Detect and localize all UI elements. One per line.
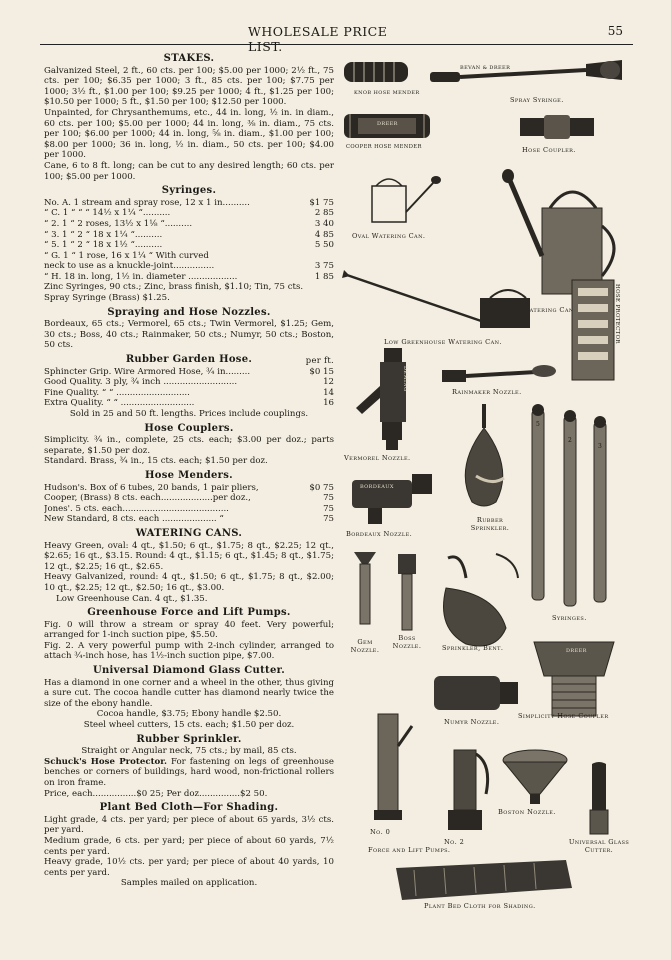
cutter-heading: Universal Diamond Glass Cutter.: [92, 665, 286, 677]
mender-row: [44, 483, 334, 494]
caption-hose-protector: HOSE PROTECTOR: [614, 284, 620, 344]
caption-rainmaker: Rainmaker Nozzle.: [452, 388, 522, 396]
hose-price-table: [44, 367, 334, 409]
hose-coupler-illustration: [518, 112, 598, 142]
syringe-price: 1 85: [314, 271, 334, 282]
hose-price: 14: [323, 387, 334, 398]
caption-pump-no0: No. 0: [370, 828, 391, 836]
nozzles-heading: Spraying and Hose Nozzles.: [107, 306, 271, 318]
vermorel-nozzle-illustration: [352, 346, 422, 452]
rainmaker-nozzle-illustration: [440, 360, 560, 390]
caption-plant-bed-cloth: Plant Bed Cloth for Shading.: [424, 902, 536, 910]
zinc-syringes: Zinc Syringes, 90 cts.; Zinc, brass finish, $1.10; Tin, 75 cts.: [44, 282, 304, 293]
pumps-fig0: Fig. 0 will throw a stream or spray 40 feet. Very powerful; arranged for 1-inch suction pipe, $5.50.: [44, 619, 334, 641]
simplicity-stamp: DREER: [566, 648, 587, 654]
syringe-description: No. A. 1 stream and spray rose, 12 x 1 in..........: [44, 197, 250, 208]
caption-glass-cutter: Universal Glass Cutter.: [568, 838, 630, 854]
numyr-nozzle-illustration: [432, 668, 522, 718]
mender-price-table: [44, 483, 334, 525]
syringe-row: [44, 219, 334, 230]
syringe-number-2: 2: [568, 437, 573, 444]
cloth-heading: Plant Bed Cloth—For Shading.: [99, 802, 279, 814]
hose-unit: per ft.: [305, 355, 334, 366]
caption-knob-mender: KNOB HOSE MENDER: [354, 90, 420, 96]
syringe-description: “ 3. 1 “ 2 “ 18 x 1¼ “..........: [44, 229, 163, 240]
caption-boston: Boston Nozzle.: [498, 808, 556, 816]
syringe-description: “ H. 18 in. long, 1½ in. diameter ..................: [44, 271, 238, 282]
mender-price: 75: [323, 503, 334, 514]
caption-low-can: Low Greenhouse Watering Can.: [384, 338, 502, 346]
coupler-simplicity: Simplicity. ¾ in., complete, 25 cts. each; $3.00 per doz.; parts separate, $1.50 per doz.: [44, 435, 334, 456]
header-rule: [40, 44, 633, 45]
syringe-description: “ 5. 1 “ 2 “ 18 x 1½ “..........: [44, 240, 163, 251]
cans-heading: WATERING CANS.: [135, 527, 243, 539]
syringe-row: [44, 198, 334, 209]
oval-watering-can-illustration: [364, 172, 444, 228]
sprinkler-bent-illustration: [436, 548, 526, 648]
syringes-illustration: [526, 402, 616, 612]
syringe-row: [44, 272, 334, 283]
hose-description: Sphincter Grip. Wire Armored Hose, ¾ in.........: [44, 366, 251, 377]
spray-maker-stamp: BEVAN & DREER: [460, 65, 511, 71]
protector-text: For fastening on legs of greenhouse benches or corners of buildings, hard wood, non-frictional rollers on iron frame.: [44, 756, 334, 788]
protector-title: Schuck's Hose Protector.: [44, 756, 168, 767]
caption-spray-syringe: Spray Syringe.: [510, 96, 564, 104]
hose-title: Rubber Garden Hose.: [125, 354, 253, 366]
caption-sprinkler-bent: Sprinkler, Bent.: [442, 644, 504, 652]
caption-bordeaux: Bordeaux Nozzle.: [346, 530, 413, 538]
stakes-unpainted: Unpainted, for Chrysanthemums, etc., 44 in. long, ½ in. in diam., 60 cts. per 100; $5.00 per 1000; 44 in. long, ⅜ in. diam., 75 cts. per 100; $6.00 per 1000; 44 in. long, ⅝ in. diam., $1.00 per 100; $8.00 per 1000; 36 in. long, ½ in. diam., 50 cts. per 100; $4.00 per 1000.: [44, 107, 334, 161]
sprinkler-heading: Rubber Sprinkler.: [136, 733, 242, 745]
syringe-price: 4 85: [314, 229, 334, 240]
syringe-row: [44, 240, 334, 251]
gem-nozzle-illustration: [352, 548, 378, 628]
spray-syringe-price: Spray Syringe (Brass) $1.25.: [44, 293, 170, 304]
syringe-row: [44, 230, 334, 241]
cutter-prices-2: Steel wheel cutters, 15 cts. each; $1.50 per doz.: [83, 720, 295, 731]
hose-description: Fine Quality. “ “ ...........................: [44, 387, 190, 398]
hose-price: 16: [323, 398, 334, 409]
hose-price: 12: [323, 377, 334, 388]
spray-syringe-illustration: [426, 58, 626, 94]
boston-nozzle-illustration: [500, 748, 570, 808]
hose-row: [44, 398, 334, 409]
mender-description: New Standard, 8 cts. each .................... “: [44, 514, 224, 525]
pumps-fig2: Fig. 2. A very powerful pump with 2-inch cylinder, arranged to attach ¾-inch hose, has 1½-inch suction pipe, $7.00.: [44, 640, 334, 662]
stakes-galvanized: Galvanized Steel, 2 ft., 60 cts. per 100; $5.00 per 1000; 2½ ft., 75 cts. per 100; $6.35 per 1000; 3 ft., 85 cts. per 100; $7.75 per 1000; 3½ ft., $1.00 per 100; $9.25 per 1000; 4 ft., $1.25 per 100; $10.50 per 1000; 5 ft., $1.50 per 100; $12.50 per 1000.: [44, 65, 334, 108]
hose-description: Good Quality. 3 ply, ¾ inch ...........................: [44, 377, 238, 388]
cutter-text: Has a diamond in one corner and a wheel in the other, thus giving a sure cut. The cocoa handle cutter has diamond nearly twice the size of the ebony handle.: [44, 677, 334, 709]
syringe-row: [44, 208, 334, 219]
cloth-light: Light grade, 4 cts. per yard; per piece of about 65 yards, 3½ cts. per yard.: [44, 814, 334, 836]
mender-price: 75: [323, 493, 334, 504]
pump-no2-illustration: [434, 734, 494, 834]
caption-syringes: Syringes.: [552, 614, 587, 622]
caption-simplicity: Simplicity Hose Coupler: [518, 712, 609, 720]
sprinkler-text: Straight or Angular neck, 75 cts.; by mail, 85 cts.: [81, 746, 297, 757]
mender-price: 75: [323, 514, 334, 525]
hose-row: [44, 367, 334, 378]
caption-pump-no2: No. 2: [444, 838, 465, 846]
caption-cooper-mender: COOPER HOSE MENDER: [346, 144, 422, 150]
knob-hose-mender-illustration: [342, 56, 412, 88]
syringe-row: [44, 251, 334, 262]
bordeaux-stamp: BORDEAUX: [360, 484, 394, 490]
caption-boss: Boss Nozzle.: [392, 634, 422, 650]
stakes-heading: STAKES.: [163, 53, 215, 64]
syringe-price-table: [44, 198, 334, 283]
cutter-prices-1: Cocoa handle, $3.75; Ebony handle $2.50.: [96, 709, 282, 720]
mender-description: Jones'. 5 cts. each.......................................: [44, 503, 229, 514]
hose-heading: [44, 355, 334, 366]
cans-heavy-green: Heavy Green, oval: 4 qt., $1.50; 6 qt., $1.75; 8 qt., $2.25; 12 qt., $2.65; 16 qt., $3.15. Round: 4 qt., $1.15; 6 qt., $1.45; 8 qt., $1.75; 12 qt., $2.25; 16 qt., $2.65.: [44, 540, 334, 572]
boss-nozzle-illustration: [392, 552, 422, 632]
caption-pumps: Force and Lift Pumps.: [368, 846, 451, 854]
syringe-price: 3 40: [314, 218, 334, 229]
caption-vermorel: Vermorel Nozzle.: [344, 454, 411, 462]
pumps-heading: Greenhouse Force and Lift Pumps.: [87, 607, 291, 619]
simplicity-coupler-illustration: [524, 622, 624, 742]
syringe-description: “ 2. 1 “ 2 roses, 13½ x 1⅛ “..........: [44, 218, 193, 229]
syringe-price: 3 75: [314, 261, 334, 272]
stakes-cane: Cane, 6 to 8 ft. long; can be cut to any desired length; 60 cts. per 100; $5.00 per 1000.: [44, 160, 334, 182]
mender-description: Cooper, (Brass) 8 cts. each...................per doz.,: [44, 493, 251, 504]
caption-gem: Gem Nozzle.: [350, 638, 380, 654]
pump-no0-illustration: [364, 706, 414, 826]
cans-heavy-galv: Heavy Galvanized, round: 4 qt., $1.50; 6 qt., $1.75; 8 qt., $2.00; 10 qt., $2.25; 12 qt., $2.50; 16 qt., $3.00.: [44, 572, 334, 593]
menders-heading: Hose Menders.: [145, 469, 233, 481]
cooper-stamp: DREER: [377, 121, 398, 127]
syringes-heading: Syringes.: [161, 185, 217, 197]
deming-stamp: DEMING: [402, 366, 408, 392]
syringe-row: [44, 261, 334, 272]
rubber-sprinkler-illustration: [452, 402, 516, 512]
coupler-standard: Standard. Brass, ¾ in., 15 cts. each; $1.50 per doz.: [44, 456, 268, 467]
protector-price: Price, each................$0 25; Per doz...............$2 50.: [44, 788, 268, 799]
syringe-price: $1 75: [309, 197, 334, 208]
bordeaux-nozzle-illustration: [350, 466, 436, 526]
price-column: [44, 50, 334, 889]
cans-low: Low Greenhouse Can. 4 qt., $1.35.: [56, 593, 208, 604]
protector-block: [44, 757, 334, 789]
cloth-samples: Samples mailed on application.: [120, 878, 258, 889]
plant-bed-cloth-illustration: [394, 858, 574, 902]
syringe-number-5: 5: [536, 421, 541, 428]
syringe-number-3: 3: [598, 443, 603, 450]
hose-row: [44, 377, 334, 388]
mender-description: Hudson's. Box of 6 tubes, 20 bands, 1 pair pliers,: [44, 482, 259, 493]
syringe-description: “ C. 1 “ “ “ 14½ x 1¼ “..........: [44, 208, 171, 219]
glass-cutter-illustration: [584, 760, 614, 838]
syringe-price: 5 50: [314, 240, 334, 251]
hose-description: Extra Quality. “ “ ...........................: [44, 398, 195, 409]
nozzles-text: Bordeaux, 65 cts.; Vermorel, 65 cts.; Twin Vermorel, $1.25; Gem, 30 cts.; Boss, 40 cts.; Rainmaker, 50 cts.; Numyr, 50 cts.; Boston, 50 cts.: [44, 319, 334, 351]
caption-oval-can: Oval Watering Can.: [352, 232, 426, 240]
syringe-price: 2 85: [314, 208, 334, 219]
hose-note: Sold in 25 and 50 ft. lengths. Prices include couplings.: [69, 409, 309, 419]
low-greenhouse-can-illustration: [340, 268, 540, 338]
mender-row: [44, 514, 334, 525]
mender-price: $0 75: [309, 482, 334, 493]
caption-rubber-sprinkler: Rubber Sprinkler.: [470, 516, 510, 532]
caption-galvanized-can: Watering Can.: [522, 306, 577, 314]
illustration-column: [340, 48, 633, 918]
couplers-heading: Hose Couplers.: [144, 422, 234, 434]
syringe-description: “ G. 1 “ 1 rose, 16 x 1¼ “ With curved: [44, 250, 209, 261]
cloth-heavy: Heavy grade, 10½ cts. per yard; per piece of about 40 yards, 10 cents per yard.: [44, 857, 334, 878]
page-number: 55: [607, 24, 623, 38]
mender-row: [44, 504, 334, 515]
syringe-description: neck to use as a knuckle-joint...............: [44, 261, 215, 272]
caption-numyr: Numyr Nozzle.: [444, 718, 500, 726]
caption-hose-coupler: Hose Coupler.: [522, 146, 576, 154]
mender-row: [44, 493, 334, 504]
cloth-medium: Medium grade, 6 cts. per yard; per piece of about 60 yards, 7½ cents per yard.: [44, 835, 334, 857]
hose-price: $0 15: [309, 366, 334, 377]
hose-row: [44, 388, 334, 399]
page-header-title: WHOLESALE PRICE LIST.: [248, 24, 388, 54]
